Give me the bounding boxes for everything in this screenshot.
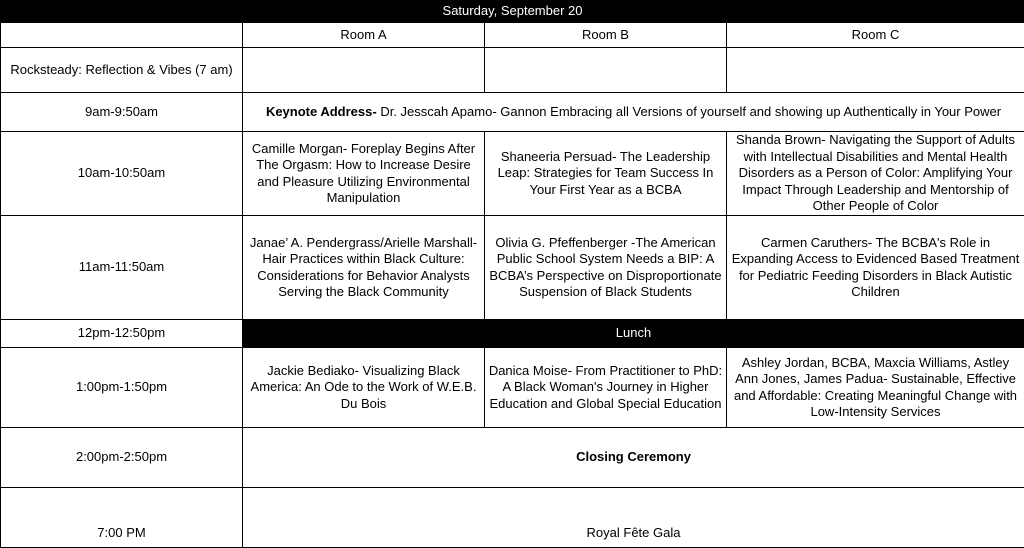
room-c-header: Room C (727, 23, 1024, 48)
session-10am-time: 10am-10:50am (1, 132, 243, 216)
rocksteady-room-b (485, 48, 727, 93)
room-b-header: Room B (485, 23, 727, 48)
closing-time: 2:00pm-2:50pm (1, 428, 243, 488)
keynote-time: 9am-9:50am (1, 93, 243, 132)
session-1pm-room-a: Jackie Bediako- Visualizing Black America: An Ode to the Work of W.E.B. Du Bois (243, 348, 485, 428)
session-10am-room-b: Shaneeria Persuad- The Leadership Leap: Strategies for Team Success In Your First Year as a BCBA (485, 132, 727, 216)
session-11am-room-a: Janae’ A. Pendergrass/Arielle Marshall- Hair Practices within Black Culture: Considerations for Behavior Analysts Serving the Black Community (243, 216, 485, 320)
day-header: Saturday, September 20 (1, 1, 1024, 23)
session-11am-time: 11am-11:50am (1, 216, 243, 320)
closing-label: Closing Ceremony (576, 449, 691, 464)
rocksteady-time: Rocksteady: Reflection & Vibes (7 am) (1, 48, 243, 93)
gala-event: Royal Fête Gala (243, 488, 1024, 548)
session-1pm-time: 1:00pm-1:50pm (1, 348, 243, 428)
keynote-text: Dr. Jesscah Apamo- Gannon Embracing all Versions of yourself and showing up Authentically in Your Power (377, 104, 1001, 119)
session-1pm-room-c: Ashley Jordan, BCBA, Maxcia Williams, Astley Ann Jones, James Padua- Sustainable, Effective and Affordable: Creating Meaningful Change with Low-Intensity Services (727, 348, 1024, 428)
gala-time: 7:00 PM (1, 488, 243, 548)
keynote-session (243, 93, 1024, 132)
session-11am-room-c: Carmen Caruthers- The BCBA's Role in Expanding Access to Evidenced Based Treatment for Pediatric Feeding Disorders in Black Autistic Children (727, 216, 1024, 320)
rocksteady-room-a (243, 48, 485, 93)
lunch-banner: Lunch (243, 320, 1024, 348)
session-10am-room-a: Camille Morgan- Foreplay Begins After The Orgasm: How to Increase Desire and Pleasure Utilizing Environmental Manipulation (243, 132, 485, 216)
keynote-label: Keynote Address- (266, 104, 377, 119)
lunch-time: 12pm-12:50pm (1, 320, 243, 348)
room-a-header: Room A (243, 23, 485, 48)
closing-ceremony (243, 428, 1024, 488)
session-11am-room-b: Olivia G. Pfeffenberger -The American Public School System Needs a BIP: A BCBA’s Perspective on Disproportionate Suspension of Black Students (485, 216, 727, 320)
time-column-header (1, 23, 243, 48)
session-1pm-room-b: Danica Moise- From Practitioner to PhD: A Black Woman's Journey in Higher Education and Global Special Education (485, 348, 727, 428)
rocksteady-room-c (727, 48, 1024, 93)
session-10am-room-c: Shanda Brown- Navigating the Support of Adults with Intellectual Disabilities and Mental Health Disorders as a Person of Color: Amplifying Your Impact Through Leadership and Mentorship of Other People of Color (727, 132, 1024, 216)
